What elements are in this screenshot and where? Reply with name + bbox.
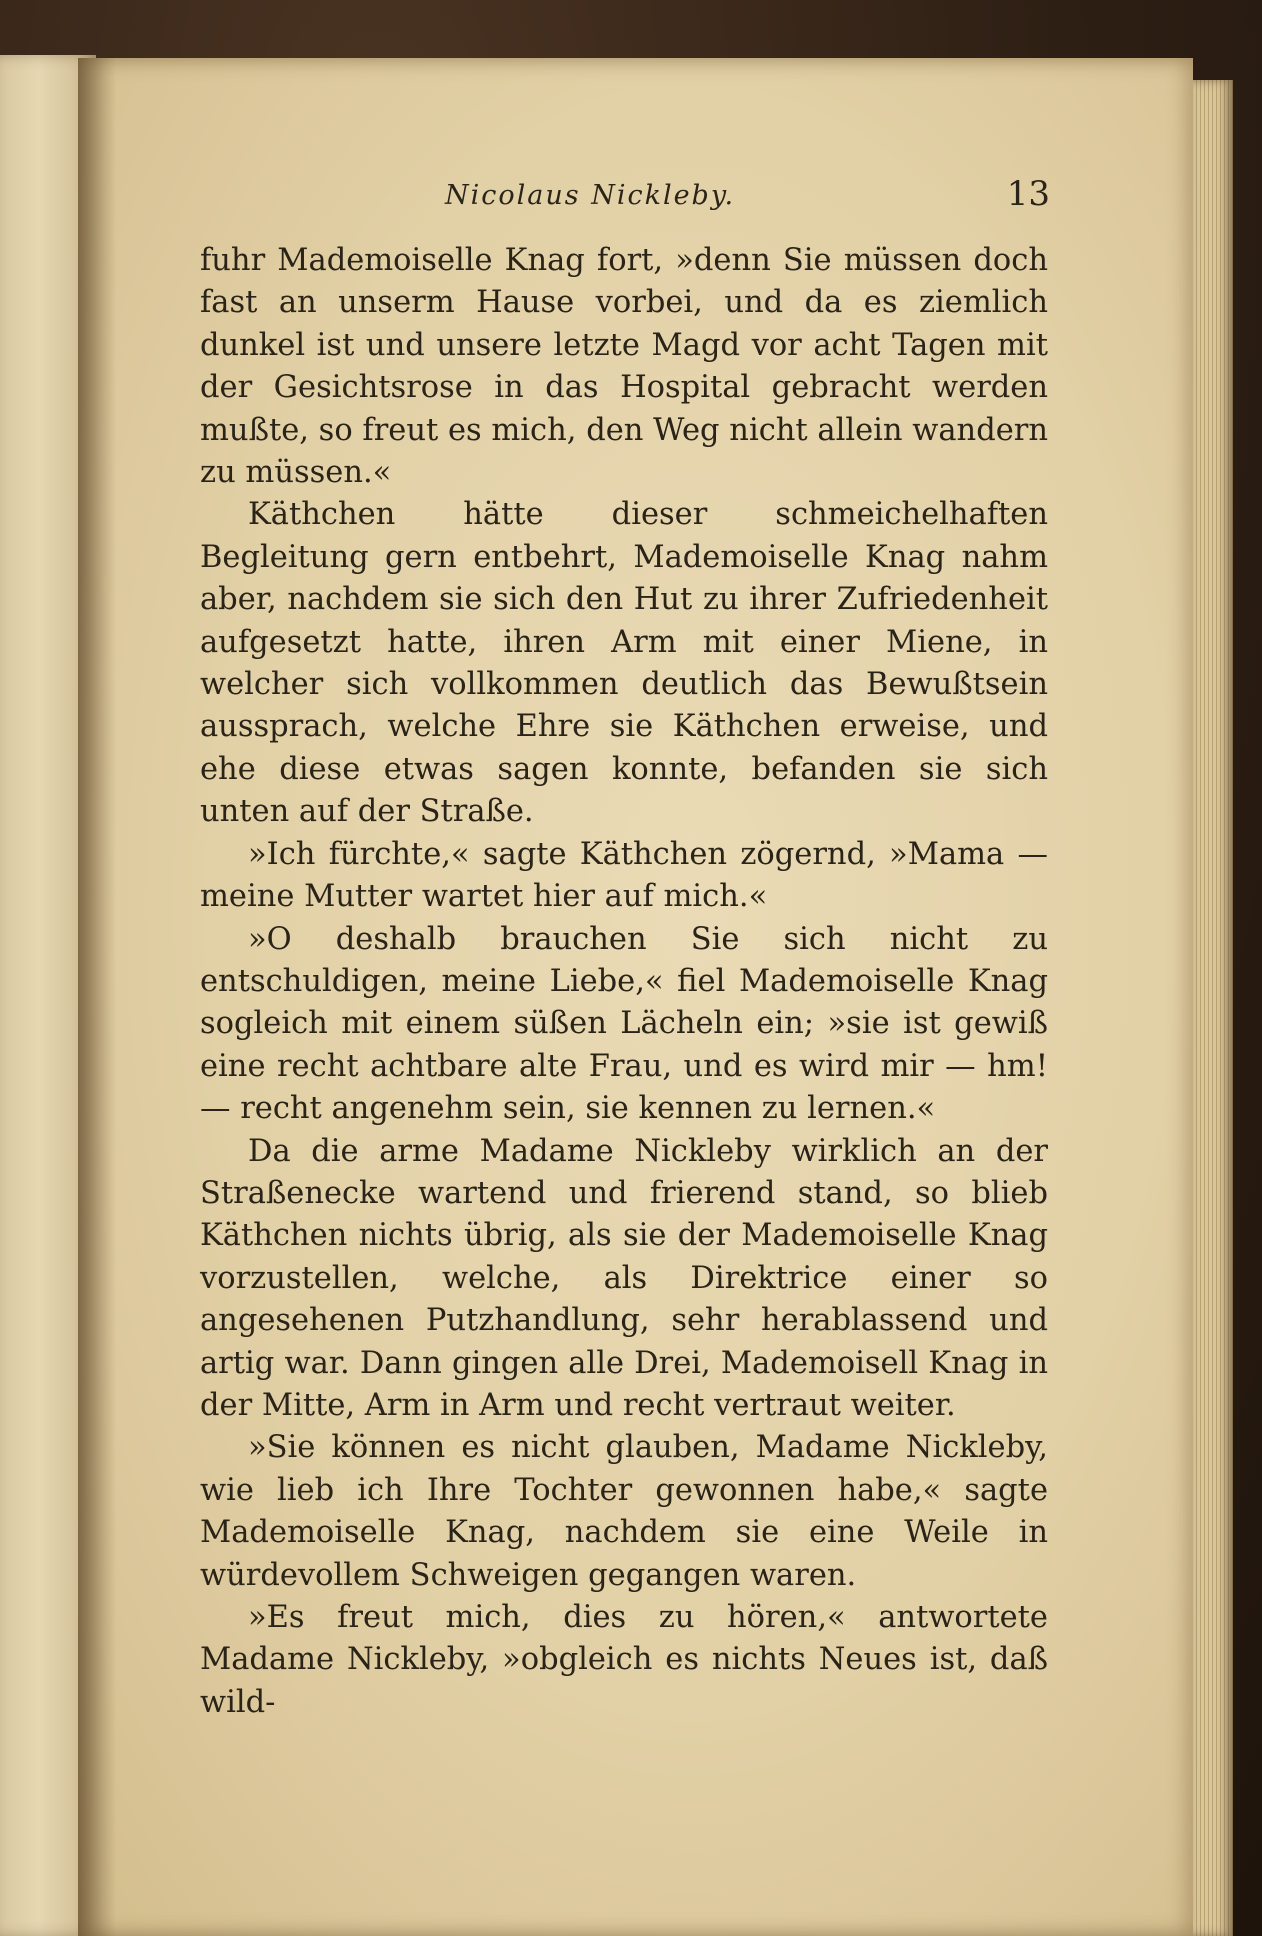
paragraph: »Sie können es nicht glauben, Madame Nickleby, wie lieb ich Ihre Tochter gewonnen habe,« sagte Mademoiselle Knag, nachdem sie eine Weile in würdevollem Schweigen gegangen waren. (200, 1430, 1048, 1593)
paragraph: »O deshalb brauchen Sie sich nicht zu entschuldigen, meine Liebe,« fiel Mademoiselle Knag sogleich mit einem süßen Lächeln ein; »sie ist gewiß eine recht achtbare alte Frau, und es wird mir — hm! — recht angenehm sein, sie kennen zu lernen.« (200, 921, 1048, 1127)
running-title: Nicolaus Nickleby. (445, 180, 736, 211)
paragraph: Da die arme Madame Nickleby wirklich an der Straßenecke wartend und frierend stand, so blieb Käthchen nichts übrig, als sie der Mademoiselle Knag vorzustellen, welche, als Direktrice einer so angesehenen Putzhandlung, sehr herablassend und artig war. Dann gingen alle Drei, Mademoisell Knag in der Mitte, Arm in Arm und recht vertraut weiter. (200, 1133, 1048, 1423)
paragraph: »Es freut mich, dies zu hören,« antwortete Madame Nickleby, »obgleich es nichts Neues ist, daß wild- (200, 1600, 1048, 1720)
page-header (200, 174, 1050, 224)
paragraph: Käthchen hätte dieser schmeichelhaften Begleitung gern entbehrt, Mademoiselle Knag nahm aber, nachdem sie sich den Hut zu ihrer Zufriedenheit aufgesetzt hatte, ihren Arm mit einer Miene, in welcher sich vollkommen deutlich das Bewußtsein aussprach, welche Ehre sie Käthchen erweise, und ehe diese etwas sagen konnte, befanden sie sich unten auf der Straße. (200, 497, 1048, 830)
paragraph: fuhr Mademoiselle Knag fort, »denn Sie müssen doch fast an unserm Hause vorbei, und da es ziemlich dunkel ist und unsere letzte Magd vor acht Tagen mit der Gesichtsrose in das Hospital gebracht werden mußte, so freut es mich, den Weg nicht allein wandern zu müssen.« (200, 243, 1048, 491)
page-edges (1193, 80, 1233, 1936)
body-text (200, 240, 1048, 1724)
paragraph: »Ich fürchte,« sagte Käthchen zögernd, »Mama — meine Mutter wartet hier auf mich.« (200, 836, 1048, 915)
spine-shadow (78, 58, 116, 1936)
page-number: 13 (1006, 174, 1050, 214)
